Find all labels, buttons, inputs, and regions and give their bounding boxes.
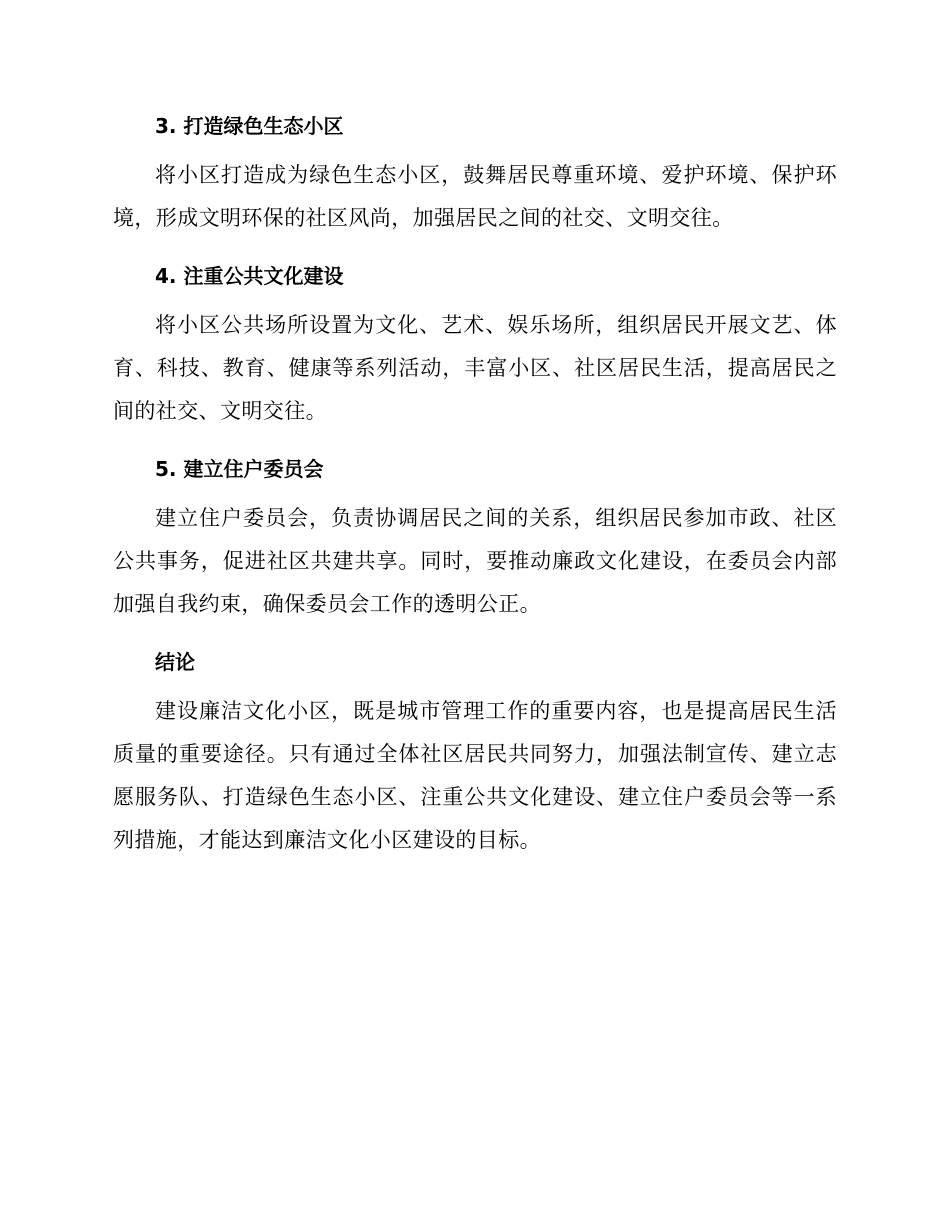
document-body (113, 110, 837, 862)
section-heading-green-community: 3. 打造绿色生态小区 (155, 114, 344, 138)
section-paragraph-resident-committee: 建立住户委员会，负责协调居民之间的关系，组织居民参加市政、社区公共事务，促进社区共建共享。同时，要推动廉政文化建设，在委员会内部加强自我约束，确保委员会工作的透明公正。 (113, 506, 837, 616)
section-paragraph-conclusion: 建设廉洁文化小区，既是城市管理工作的重要内容，也是提高居民生活质量的重要途径。只有通过全体社区居民共同努力，加强法制宣传、建立志愿服务队、打造绿色生态小区、注重公共文化建设、建立住户委员会等一系列措施，才能达到廉洁文化小区建设的目标。 (113, 699, 837, 852)
section-heading-public-culture: 4. 注重公共文化建设 (155, 264, 344, 288)
section-paragraph-public-culture: 将小区公共场所设置为文化、艺术、娱乐场所，组织居民开展文艺、体育、科技、教育、健康等系列活动，丰富小区、社区居民生活，提高居民之间的社交、文明交往。 (113, 313, 837, 423)
section-heading-conclusion: 结论 (155, 650, 195, 674)
section-paragraph-green-community: 将小区打造成为绿色生态小区，鼓舞居民尊重环境、爱护环境、保护环境，形成文明环保的社区风尚，加强居民之间的社交、文明交往。 (113, 163, 837, 230)
section-heading-resident-committee: 5. 建立住户委员会 (155, 457, 324, 481)
